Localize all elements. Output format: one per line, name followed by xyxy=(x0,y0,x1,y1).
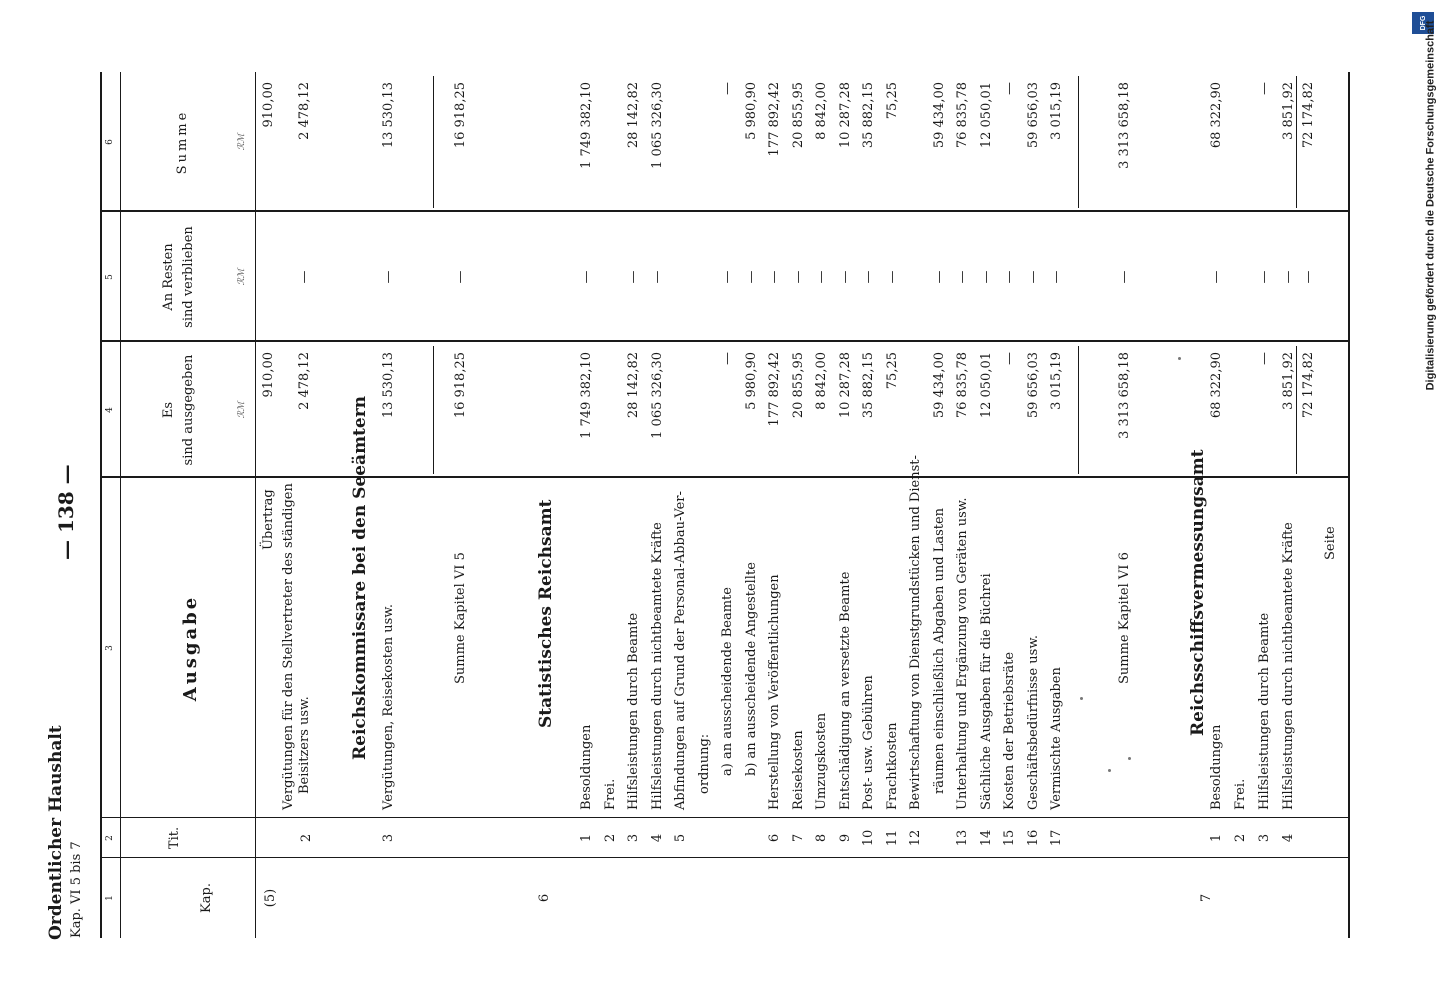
sum-vi5-summe: 16 918,25 xyxy=(453,82,468,149)
row-5-2-label-1: Vergütungen für den Stellvertreter des ständigen xyxy=(281,483,296,810)
item-ausgegeben: — xyxy=(1257,352,1272,365)
item-ausgegeben: 20 855,95 xyxy=(790,352,806,419)
item-ausgegeben: — xyxy=(720,352,735,365)
item-reste: — xyxy=(837,270,853,284)
item-label: Unterhaltung und Ergänzung von Geräten usw. xyxy=(955,497,970,810)
item-label: Abfindungen auf Grund der Personal-Abbau-Ver- xyxy=(673,491,688,810)
item-reste: — xyxy=(1281,270,1296,284)
page-number: — 138 — xyxy=(54,464,78,560)
divider-ausgabe-ausgegeben xyxy=(100,476,1348,478)
item-tit: 15 xyxy=(1002,829,1017,847)
header-ausgegeben-1: Es xyxy=(161,401,176,419)
kap-7: 7 xyxy=(1199,893,1214,903)
scan-speck xyxy=(1128,757,1131,760)
item-tit: 13 xyxy=(955,829,970,847)
item-reste: — xyxy=(1002,270,1017,284)
item-reste: — xyxy=(626,270,641,284)
header-tit: Tit. xyxy=(167,826,182,850)
item-ausgegeben: 3 851,92 xyxy=(1281,352,1296,410)
sum-vi6-label: Summe Kapitel VI 6 xyxy=(1117,552,1132,684)
item-ausgegeben: 1 065 326,30 xyxy=(649,352,665,439)
item-ausgegeben: 35 882,15 xyxy=(861,352,876,419)
sum-vi6-reste: — xyxy=(1117,270,1132,284)
item-summe: 8 842,00 xyxy=(814,82,829,140)
item-tit: 1 xyxy=(1209,833,1224,843)
sum-vi5-rule-c4 xyxy=(433,346,434,474)
row-5-2-reste: — xyxy=(297,270,312,284)
unit-col5: ℛℳ xyxy=(237,268,247,286)
header-bottom-rule xyxy=(255,72,256,938)
item-ausgegeben: 1 749 382,10 xyxy=(579,352,594,439)
item-label: b) an ausscheidende Angestellte xyxy=(743,562,759,776)
item-reste: — xyxy=(790,270,806,284)
item-reste: — xyxy=(743,270,759,284)
item-reste: — xyxy=(955,270,970,284)
item-summe: 20 855,95 xyxy=(790,82,806,149)
item-label: Entschädigung an versetzte Beamte xyxy=(837,571,853,810)
item-tit: 3 xyxy=(1257,833,1272,843)
table-top-rule xyxy=(100,72,102,938)
item-tit: 6 xyxy=(767,833,782,843)
item-label: Besoldungen xyxy=(579,724,594,810)
item-tit: 8 xyxy=(814,833,829,843)
item-reste: — xyxy=(931,270,947,284)
colno-1: 1 xyxy=(105,895,115,901)
item-tit: 1 xyxy=(579,833,594,843)
row-5-3-summe: 13 530,13 xyxy=(381,82,396,149)
item-ausgegeben: 12 050,01 xyxy=(978,352,994,419)
item-label: Reisekosten xyxy=(790,730,806,810)
side-note-text: Digitalisierung gefördert durch die Deutsche Forschungsgemeinschaft xyxy=(1424,20,1437,391)
row-5-2-summe: 2 478,12 xyxy=(297,82,312,140)
item-label: Frei. xyxy=(1233,778,1248,810)
item-reste: — xyxy=(861,270,876,284)
item-ausgegeben: 68 322,90 xyxy=(1209,352,1224,419)
item-tit: 2 xyxy=(1233,833,1248,843)
item-summe: 5 980,90 xyxy=(743,82,759,140)
item-tit: 10 xyxy=(861,829,876,847)
item-label: Besoldungen xyxy=(1209,724,1224,810)
column-number-rule xyxy=(120,72,121,938)
divider-tit-ausgabe xyxy=(100,817,1348,818)
item-reste: — xyxy=(579,270,594,284)
sum-vi6-rule-c6 xyxy=(1078,76,1079,208)
item-reste: — xyxy=(767,270,782,284)
item-tit: 14 xyxy=(978,829,994,847)
row-5-3-reste: — xyxy=(381,270,396,284)
item-ausgegeben: 59 656,03 xyxy=(1025,352,1041,419)
item-label: Frei. xyxy=(602,778,618,810)
item-summe: 68 322,90 xyxy=(1209,82,1224,149)
item-reste: — xyxy=(884,270,900,284)
header-reste-2: sind verblieben xyxy=(181,226,196,328)
header-subtitle: Kap. VI 5 bis 7 xyxy=(69,841,84,938)
item-summe: — xyxy=(1257,82,1272,95)
item-summe: 59 434,00 xyxy=(931,82,947,149)
uebertrag-label: Übertrag xyxy=(261,489,276,550)
item-reste: — xyxy=(720,270,735,284)
item-label: Post- usw. Gebühren xyxy=(861,675,876,810)
item-label: räumen einschließlich Abgaben und Lasten xyxy=(931,507,947,794)
item-ausgegeben: 3 015,19 xyxy=(1049,352,1064,410)
item-tit: 5 xyxy=(673,833,688,843)
colno-2: 2 xyxy=(105,835,115,841)
item-label: Hilfsleistungen durch Beamte xyxy=(626,612,641,810)
sum-vi6-rule-c4 xyxy=(1078,346,1079,474)
item-ausgegeben: 5 980,90 xyxy=(743,352,759,410)
seite-reste: — xyxy=(1301,270,1316,284)
item-tit: 7 xyxy=(790,833,806,843)
item-label: ordnung: xyxy=(696,733,712,794)
item-summe: — xyxy=(720,82,735,95)
tit-5-3: 3 xyxy=(381,833,396,843)
scan-speck xyxy=(1080,697,1083,700)
scan-speck xyxy=(1108,769,1111,772)
seite-rule-c4 xyxy=(1296,346,1297,474)
divider-kap-tit xyxy=(100,857,1348,858)
item-label: Frachtkosten xyxy=(884,722,900,810)
tit-5-2: 2 xyxy=(299,833,314,843)
item-label: a) an ausscheidende Beamte xyxy=(720,587,735,776)
item-summe: 76 835,78 xyxy=(955,82,970,149)
item-label: Umzugskosten xyxy=(814,712,829,810)
item-tit: 2 xyxy=(602,833,618,843)
kap-6: 6 xyxy=(537,893,552,903)
item-label: Herstellung von Veröffentlichungen xyxy=(767,574,782,810)
header-kap: Kap. xyxy=(199,883,214,913)
row-5-2-label-2: Beisitzers usw. xyxy=(297,696,312,794)
item-summe: 59 656,03 xyxy=(1025,82,1041,149)
item-tit: 12 xyxy=(908,829,923,847)
sum-vi6-ausgegeben: 3 313 658,18 xyxy=(1117,352,1132,439)
sum-vi5-rule-c6 xyxy=(433,76,434,208)
header-summe: Summe xyxy=(175,109,190,175)
item-reste: — xyxy=(1049,270,1064,284)
item-label: Kosten der Betriebsräte xyxy=(1002,651,1017,810)
seite-label: Seite xyxy=(1323,526,1338,560)
dfg-logo-text: DFG xyxy=(1419,15,1427,31)
section-vermessung: Reichsschiffsvermessungsamt xyxy=(1188,449,1208,736)
item-label: Geschäftsbedürfnisse usw. xyxy=(1025,634,1041,810)
item-ausgegeben: — xyxy=(1002,352,1017,365)
item-summe: 3 015,19 xyxy=(1049,82,1064,140)
item-tit: 11 xyxy=(884,829,900,847)
section-reichskommissare: Reichskommissare bei den Seeämtern xyxy=(350,395,370,760)
item-label: Vermischte Ausgaben xyxy=(1049,667,1064,810)
seite-rule-c6 xyxy=(1296,76,1297,208)
unit-col4: ℛℳ xyxy=(237,401,247,419)
header-reste-1: An Resten xyxy=(161,243,176,311)
digitization-note xyxy=(1411,0,1439,1000)
header-ausgabe: Ausgabe xyxy=(180,594,201,702)
item-tit: 9 xyxy=(837,833,853,843)
item-tit: 4 xyxy=(649,833,665,843)
item-ausgegeben: 8 842,00 xyxy=(814,352,829,410)
item-label: Hilfsleistungen durch nichtbeamtete Kräfte xyxy=(649,522,665,810)
row-5-3-ausgegeben: 13 530,13 xyxy=(381,352,396,419)
item-tit: 4 xyxy=(1281,833,1296,843)
item-label: Bewirtschaftung von Dienstgrundstücken und Dienst- xyxy=(908,455,923,810)
item-ausgegeben: 75,25 xyxy=(884,352,900,390)
uebertrag-ausgegeben: 910,00 xyxy=(261,352,276,398)
sum-vi5-ausgegeben: 16 918,25 xyxy=(453,352,468,419)
colno-4: 4 xyxy=(105,407,115,413)
header-title: Ordentlicher Haushalt xyxy=(46,725,66,940)
sum-vi5-label: Summe Kapitel VI 5 xyxy=(453,552,468,684)
seite-summe: 72 174,82 xyxy=(1301,82,1316,149)
item-reste: — xyxy=(1209,270,1224,284)
item-summe: 12 050,01 xyxy=(978,82,994,149)
item-summe: 1 749 382,10 xyxy=(579,82,594,169)
kap-5: (5) xyxy=(263,888,278,908)
unit-col6: ℛℳ xyxy=(237,133,247,151)
row-5-2-ausgegeben: 2 478,12 xyxy=(297,352,312,410)
item-summe: 3 851,92 xyxy=(1281,82,1296,140)
item-summe: 10 287,28 xyxy=(837,82,853,149)
item-reste: — xyxy=(649,270,665,284)
item-summe: 35 882,15 xyxy=(861,82,876,149)
item-summe: 28 142,82 xyxy=(626,82,641,149)
table-bottom-rule xyxy=(1348,72,1350,938)
item-summe: 1 065 326,30 xyxy=(649,82,665,169)
seite-ausgegeben: 72 174,82 xyxy=(1301,352,1316,419)
item-ausgegeben: 59 434,00 xyxy=(931,352,947,419)
item-tit: 17 xyxy=(1049,829,1064,847)
item-reste: — xyxy=(814,270,829,284)
colno-5: 5 xyxy=(105,274,115,280)
item-reste: — xyxy=(978,270,994,284)
item-reste: — xyxy=(1025,270,1041,284)
sum-vi5-reste: — xyxy=(453,270,468,284)
section-statistik: Statistisches Reichsamt xyxy=(536,499,556,728)
sum-vi6-summe: 3 313 658,18 xyxy=(1117,82,1132,169)
item-ausgegeben: 10 287,28 xyxy=(837,352,853,419)
scan-speck xyxy=(1178,357,1181,360)
item-label: Hilfsleistungen durch nichtbeamtete Kräfte xyxy=(1281,522,1296,810)
item-summe: 75,25 xyxy=(884,82,900,120)
item-ausgegeben: 177 892,42 xyxy=(767,352,782,427)
item-label: Sächliche Ausgaben für die Büchrei xyxy=(978,573,994,810)
row-5-3-label: Vergütungen, Reisekosten usw. xyxy=(381,604,396,810)
header-ausgegeben-2: sind ausgegeben xyxy=(181,354,196,466)
item-summe: 177 892,42 xyxy=(767,82,782,157)
uebertrag-summe: 910,00 xyxy=(261,82,276,128)
colno-6: 6 xyxy=(105,139,115,145)
item-tit: 16 xyxy=(1025,829,1041,847)
item-summe: — xyxy=(1002,82,1017,95)
colno-3: 3 xyxy=(105,645,115,651)
item-ausgegeben: 76 835,78 xyxy=(955,352,970,419)
item-tit: 3 xyxy=(626,833,641,843)
item-label: Hilfsleistungen durch Beamte xyxy=(1257,612,1272,810)
item-reste: — xyxy=(1257,270,1272,284)
item-ausgegeben: 28 142,82 xyxy=(626,352,641,419)
